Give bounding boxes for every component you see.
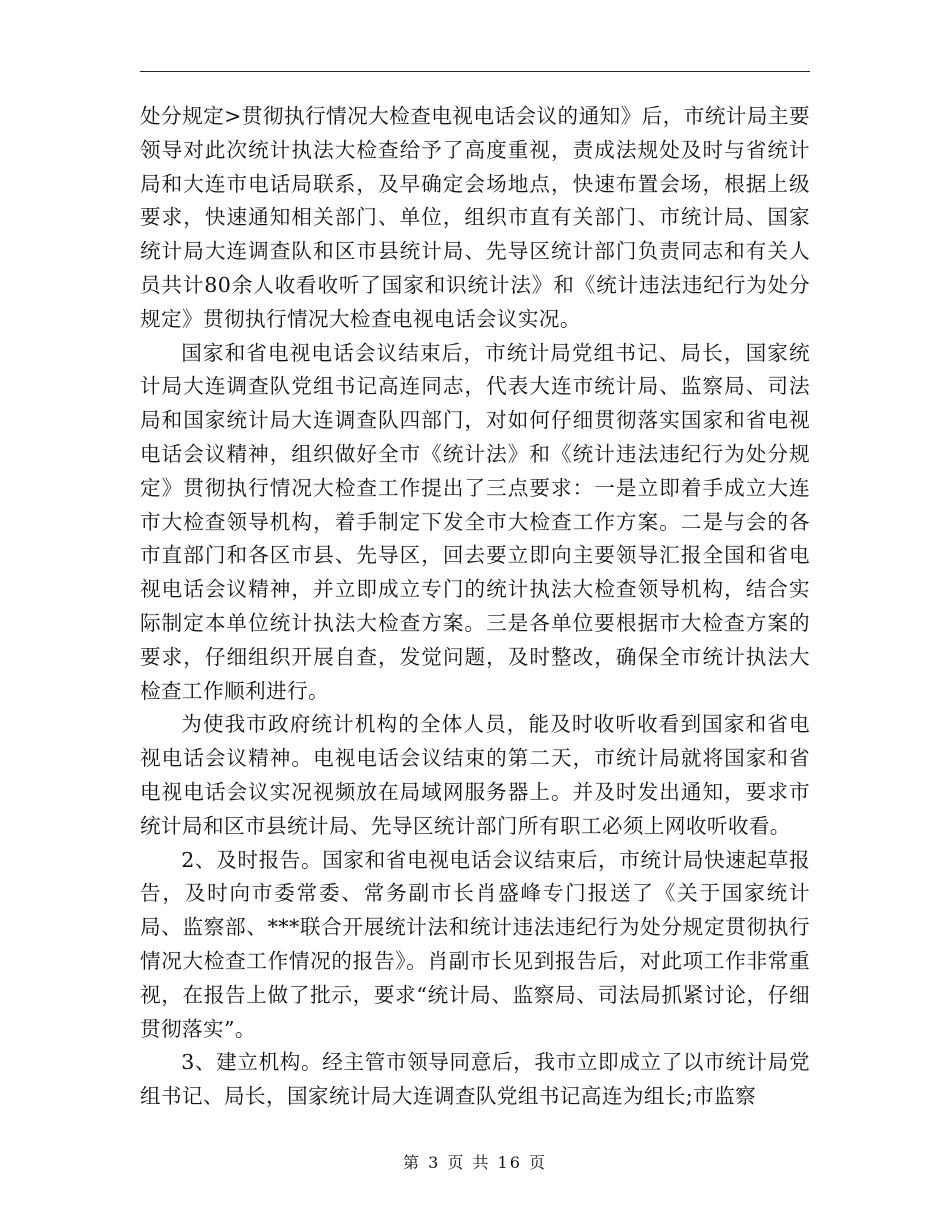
- paragraph-establish-organization: 3、建立机构。经主管市领导同意后，我市立即成立了以市统计局党组书记、局长，国家统计局大连调查队党组书记高连为组长;市监察: [140, 1050, 810, 1109]
- paragraph-meeting-requirements: 国家和省电视电话会议结束后，市统计局党组书记、局长，国家统计局大连调查队党组书记高连同志，代表大连市统计局、监察局、司法局和国家统计局大连调查队四部门，对如何仔细贯彻落实国家和省电视电话会议精神，组织做好全市《统计法》和《统计违法违纪行为处分规定》贯彻执行情况大检查工作提出了三点要求：一是立即着手成立大连市大检查领导机构，着手制定下发全市大检查工作方案。二是与会的各市直部门和各区市县、先导区，回去要立即向主要领导汇报全国和省电视电话会议精神，并立即成立专门的统计执法大检查领导机构，结合实际制定本单位统计执法大检查方案。三是各单位要根据市大检查方案的要求，仔细组织开展自查，发觉问题，及时整改，确保全市统计执法大检查工作顺利进行。: [140, 340, 810, 703]
- document-body: [140, 100, 810, 1114]
- paragraph-video-broadcast: 为使我市政府统计机构的全体人员，能及时收听收看到国家和省电视电话会议精神。电视电话会议结束的第二天，市统计局就将国家和省电视电话会议实况视频放在局域网服务器上。并及时发出通知，要求市统计局和区市县统计局、先导区统计部门所有职工必须上网收听收看。: [140, 712, 810, 838]
- header-rule: [140, 71, 810, 72]
- page-number-footer: 第 3 页 共 16 页: [403, 1153, 547, 1172]
- paragraph-timely-report: 2、及时报告。国家和省电视电话会议结束后，市统计局快速起草报告，及时向市委常委、常务副市长肖盛峰专门报送了《关于国家统计局、监察部、***联合开展统计法和统计违法违纪行为处分规定贯彻执行情况大检查工作情况的报告》。肖副市长见到报告后，对此项工作非常重视，在报告上做了批示，要求“统计局、监察局、司法局抓紧讨论，仔细贯彻落实”。: [140, 847, 810, 1041]
- paragraph-continuation: 处分规定>贯彻执行情况大检查电视电话会议的通知》后，市统计局主要领导对此次统计执法大检查给予了高度重视，责成法规处及时与省统计局和大连市电话局联系，及早确定会场地点，快速布置会场，根据上级要求，快速通知相关部门、单位，组织市直有关部门、市统计局、国家统计局大连调查队和区市县统计局、先导区统计部门负责同志和有关人员共计80余人收看收听了国家和识统计法》和《统计违法违纪行为处分规定》贯彻执行情况大检查电视电话会议实况。: [140, 104, 810, 331]
